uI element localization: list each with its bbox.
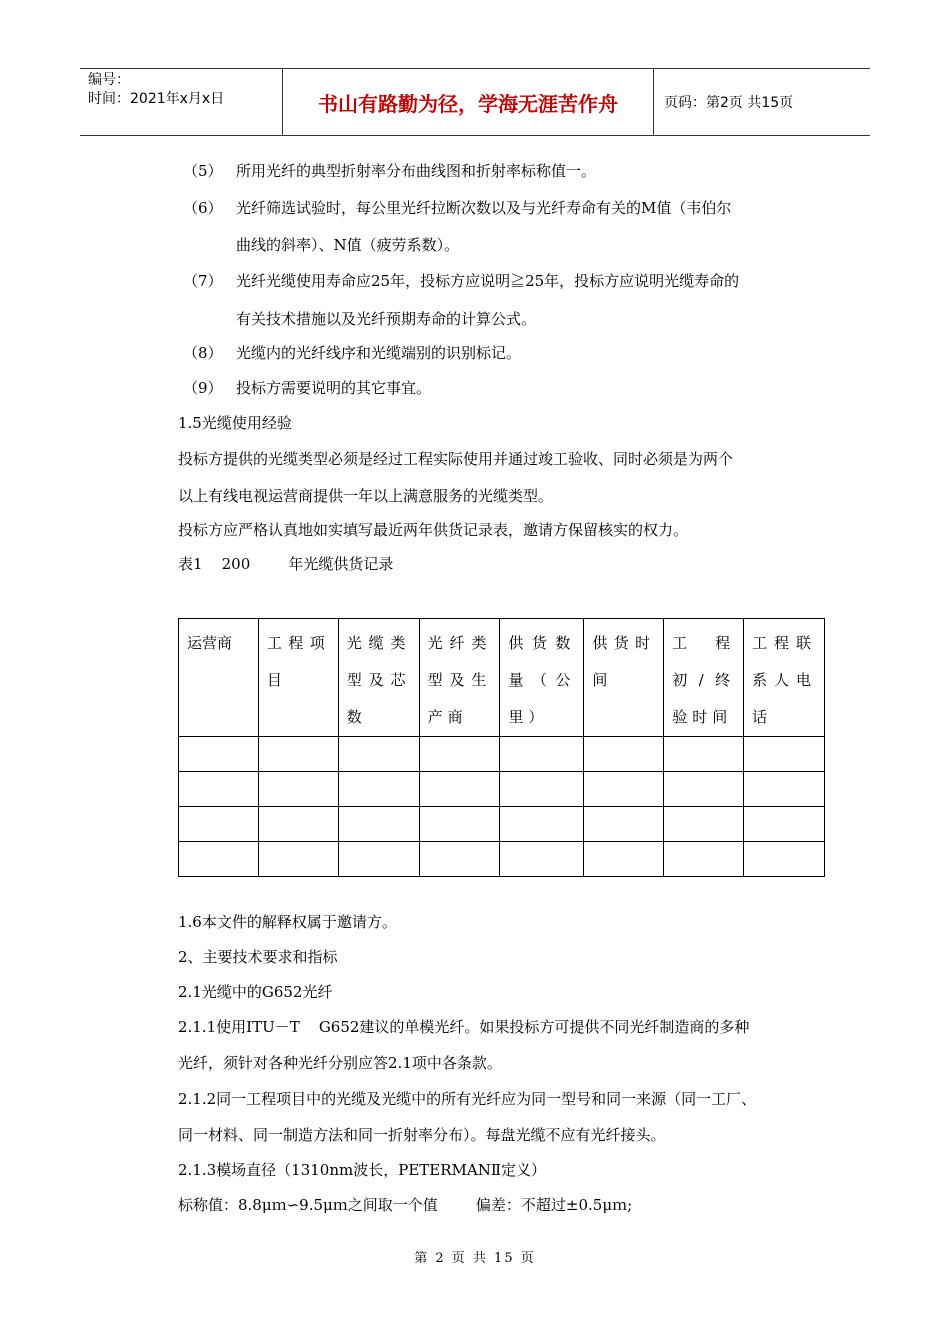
supply-record-table	[178, 618, 825, 877]
item-8-number: （8）	[183, 344, 223, 362]
item-6-continuation: 曲线的斜率）、N值（疲劳系数）。	[236, 236, 460, 254]
section-1-5-title: 1.5光缆使用经验	[178, 414, 292, 432]
table-header-cell: 运营商	[179, 619, 259, 737]
header-meta	[80, 69, 282, 135]
section-2-1-1-line-2: 光纤，须针对各种光纤分别应答2.1项中各条款。	[178, 1054, 502, 1072]
section-1-5-paragraph-2: 投标方应严格认真地如实填写最近两年供货记录表，邀请方保留核实的权力。	[178, 521, 689, 539]
document-number-label: 编号：	[88, 72, 130, 88]
item-7-continuation: 有关技术措施以及光纤预期寿命的计算公式。	[236, 310, 537, 328]
section-2-1-2-line-1: 2.1.2同一工程项目中的光缆及光缆中的所有光纤应为同一型号和同一来源（同一工厂、	[178, 1090, 757, 1108]
nominal-value-line: 标称值：8.8μｍ∽9.5μｍ之间取一个值 偏差：不超过±0.5μｍ;	[178, 1196, 633, 1214]
section-2-heading: 2、主要技术要求和指标	[178, 948, 338, 966]
section-1-5-paragraph-line-1: 投标方提供的光缆类型必须是经过工程实际使用并通过竣工验收、同时必须是为两个	[178, 450, 734, 468]
item-7-text: 光纤光缆使用寿命应25年，投标方应说明≧25年，投标方应说明光缆寿命的	[236, 272, 740, 290]
item-6-text: 光纤筛选试验时，每公里光纤拉断次数以及与光纤寿命有关的M值（韦伯尔	[236, 199, 732, 217]
table-header-cell: 光纤类型及生产商	[419, 619, 500, 737]
table-header-cell: 光缆类型及芯数	[338, 619, 419, 737]
item-5-number: （5）	[183, 162, 223, 180]
section-2-1-2-line-2: 同一材料、同一制造方法和同一折射率分布）。每盘光缆不应有光纤接头。	[178, 1126, 666, 1144]
item-7-number: （7）	[183, 272, 223, 290]
table-header-cell: 工程项目	[258, 619, 338, 737]
header-page-info: 页码：第2页 共15页	[664, 95, 794, 111]
header-motto: 书山有路勤为径，学海无涯苦作舟	[282, 69, 654, 135]
section-2-1-heading: 2.1光缆中的G652光纤	[178, 983, 333, 1001]
table-header-cell: 供货数量（公里）	[500, 619, 584, 737]
table-header-cell: 工程联系人电话	[744, 619, 825, 737]
page-footer: 第 2 页 共 15 页	[414, 1251, 536, 1266]
table-row	[179, 772, 825, 807]
item-9-text: 投标方需要说明的其它事宜。	[236, 379, 432, 397]
table-row	[179, 842, 825, 877]
item-8-text: 光缆内的光纤线序和光缆端别的识别标记。	[236, 344, 522, 362]
table-header-cell: 工程初/终验时间	[664, 619, 744, 737]
page-header	[80, 68, 870, 136]
item-6-number: （6）	[183, 199, 223, 217]
table-header-row	[179, 619, 825, 737]
section-1-6: 1.6本文件的解释权属于邀请方。	[178, 913, 397, 931]
section-2-1-3-heading: 2.1.3模场直径（1310nm波长，PETERMANⅡ定义）	[178, 1161, 547, 1179]
table-header-cell: 供货时间	[584, 619, 664, 737]
section-2-1-1-line-1: 2.1.1使用ITU－T G652建议的单模光纤。如果投标方可提供不同光纤制造商的多种	[178, 1018, 750, 1036]
table-row	[179, 737, 825, 772]
item-9-number: （9）	[183, 379, 223, 397]
item-5-text: 所用光纤的典型折射率分布曲线图和折射率标称值一。	[236, 162, 597, 180]
document-time-label: 时间：2021年x月x日	[88, 91, 225, 107]
section-1-5-paragraph-line-2: 以上有线电视运营商提供一年以上满意服务的光缆类型。	[178, 487, 554, 505]
table-row	[179, 807, 825, 842]
table-caption: 表1 200 年光缆供货记录	[178, 555, 394, 573]
